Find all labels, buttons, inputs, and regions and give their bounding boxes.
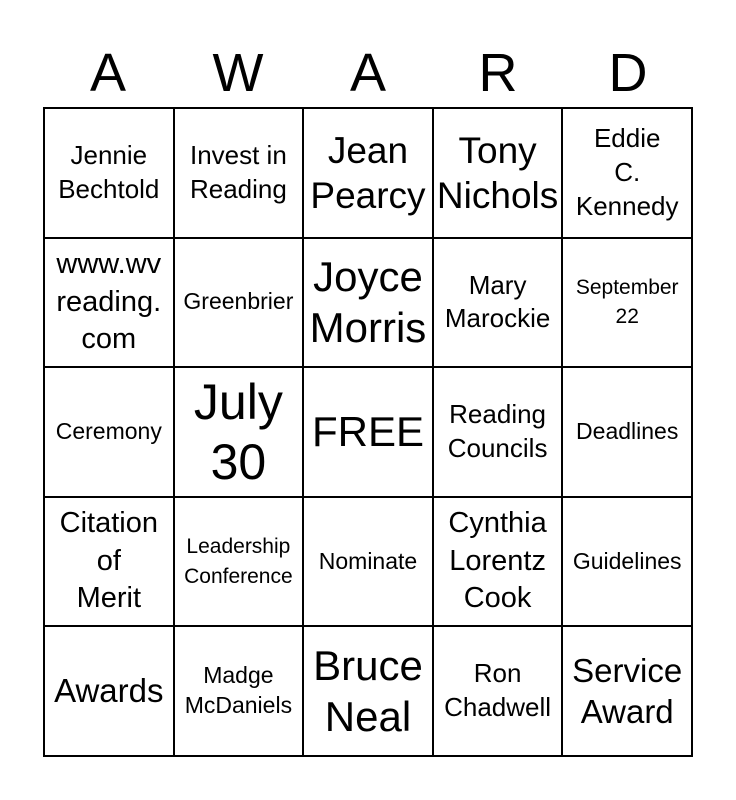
cell-text: Jennie Bechtold <box>58 140 160 204</box>
cell-text: July 30 <box>193 373 283 490</box>
header-letter-w: W <box>212 43 264 103</box>
cell-text: Bruce Neal <box>313 641 423 741</box>
header-letter-a2: A <box>349 43 387 103</box>
bingo-cell[interactable] <box>45 109 175 239</box>
cell-text: Nominate <box>318 547 418 574</box>
bingo-cell[interactable] <box>434 368 564 498</box>
bingo-cell[interactable] <box>434 498 564 628</box>
cell-text: Tony Nichols <box>436 129 559 216</box>
cell-text: Ceremony <box>55 418 162 445</box>
cell-text: Ron Chadwell <box>444 658 552 723</box>
bingo-cell[interactable] <box>304 239 434 369</box>
bingo-cell[interactable] <box>563 239 693 369</box>
cell-text: www.wv reading. com <box>56 247 162 356</box>
bingo-cell[interactable] <box>175 239 305 369</box>
bingo-cell[interactable] <box>175 498 305 628</box>
cell-text: Reading Councils <box>447 399 548 463</box>
cell-text: Deadlines <box>576 418 679 445</box>
cell-text: Cynthia Lorentz Cook <box>448 507 547 615</box>
bingo-cell[interactable] <box>175 368 305 498</box>
cell-text: Jean Pearcy <box>310 129 426 216</box>
header-letter-r: R <box>478 43 518 103</box>
cell-text: Madge McDaniels <box>184 662 293 719</box>
bingo-cell[interactable] <box>563 368 693 498</box>
cell-text: Awards <box>54 672 164 710</box>
header-letter-a1: A <box>89 43 127 103</box>
cell-text: FREE <box>311 408 424 456</box>
free-space[interactable] <box>304 368 434 498</box>
bingo-cell[interactable] <box>175 627 305 757</box>
cell-text: Invest in Reading <box>189 140 287 204</box>
cell-text: September 22 <box>575 276 679 329</box>
bingo-cell[interactable] <box>434 627 564 757</box>
bingo-cell[interactable] <box>434 239 564 369</box>
bingo-cell[interactable] <box>304 109 434 239</box>
bingo-cell[interactable] <box>304 627 434 757</box>
bingo-cell[interactable] <box>563 627 693 757</box>
cell-text: Citation of Merit <box>59 507 158 615</box>
bingo-cell[interactable] <box>45 627 175 757</box>
bingo-cell[interactable] <box>45 498 175 628</box>
bingo-board <box>43 107 693 757</box>
bingo-cell[interactable] <box>175 109 305 239</box>
cell-text: Eddie C. Kennedy <box>575 123 679 221</box>
header-letter-d: D <box>608 43 648 103</box>
cell-text: Leadership Conference <box>184 535 293 588</box>
cell-text: Greenbrier <box>183 288 294 315</box>
cell-text: Mary Marockie <box>444 269 551 334</box>
bingo-cell[interactable] <box>434 109 564 239</box>
cell-text: Service Award <box>572 651 683 731</box>
bingo-cell[interactable] <box>563 109 693 239</box>
bingo-cell[interactable] <box>45 239 175 369</box>
bingo-cell[interactable] <box>45 368 175 498</box>
cell-text: Joyce Morris <box>309 253 427 352</box>
cell-text: Guidelines <box>572 547 682 574</box>
bingo-header <box>43 42 693 104</box>
bingo-cell[interactable] <box>304 498 434 628</box>
bingo-cell[interactable] <box>563 498 693 628</box>
